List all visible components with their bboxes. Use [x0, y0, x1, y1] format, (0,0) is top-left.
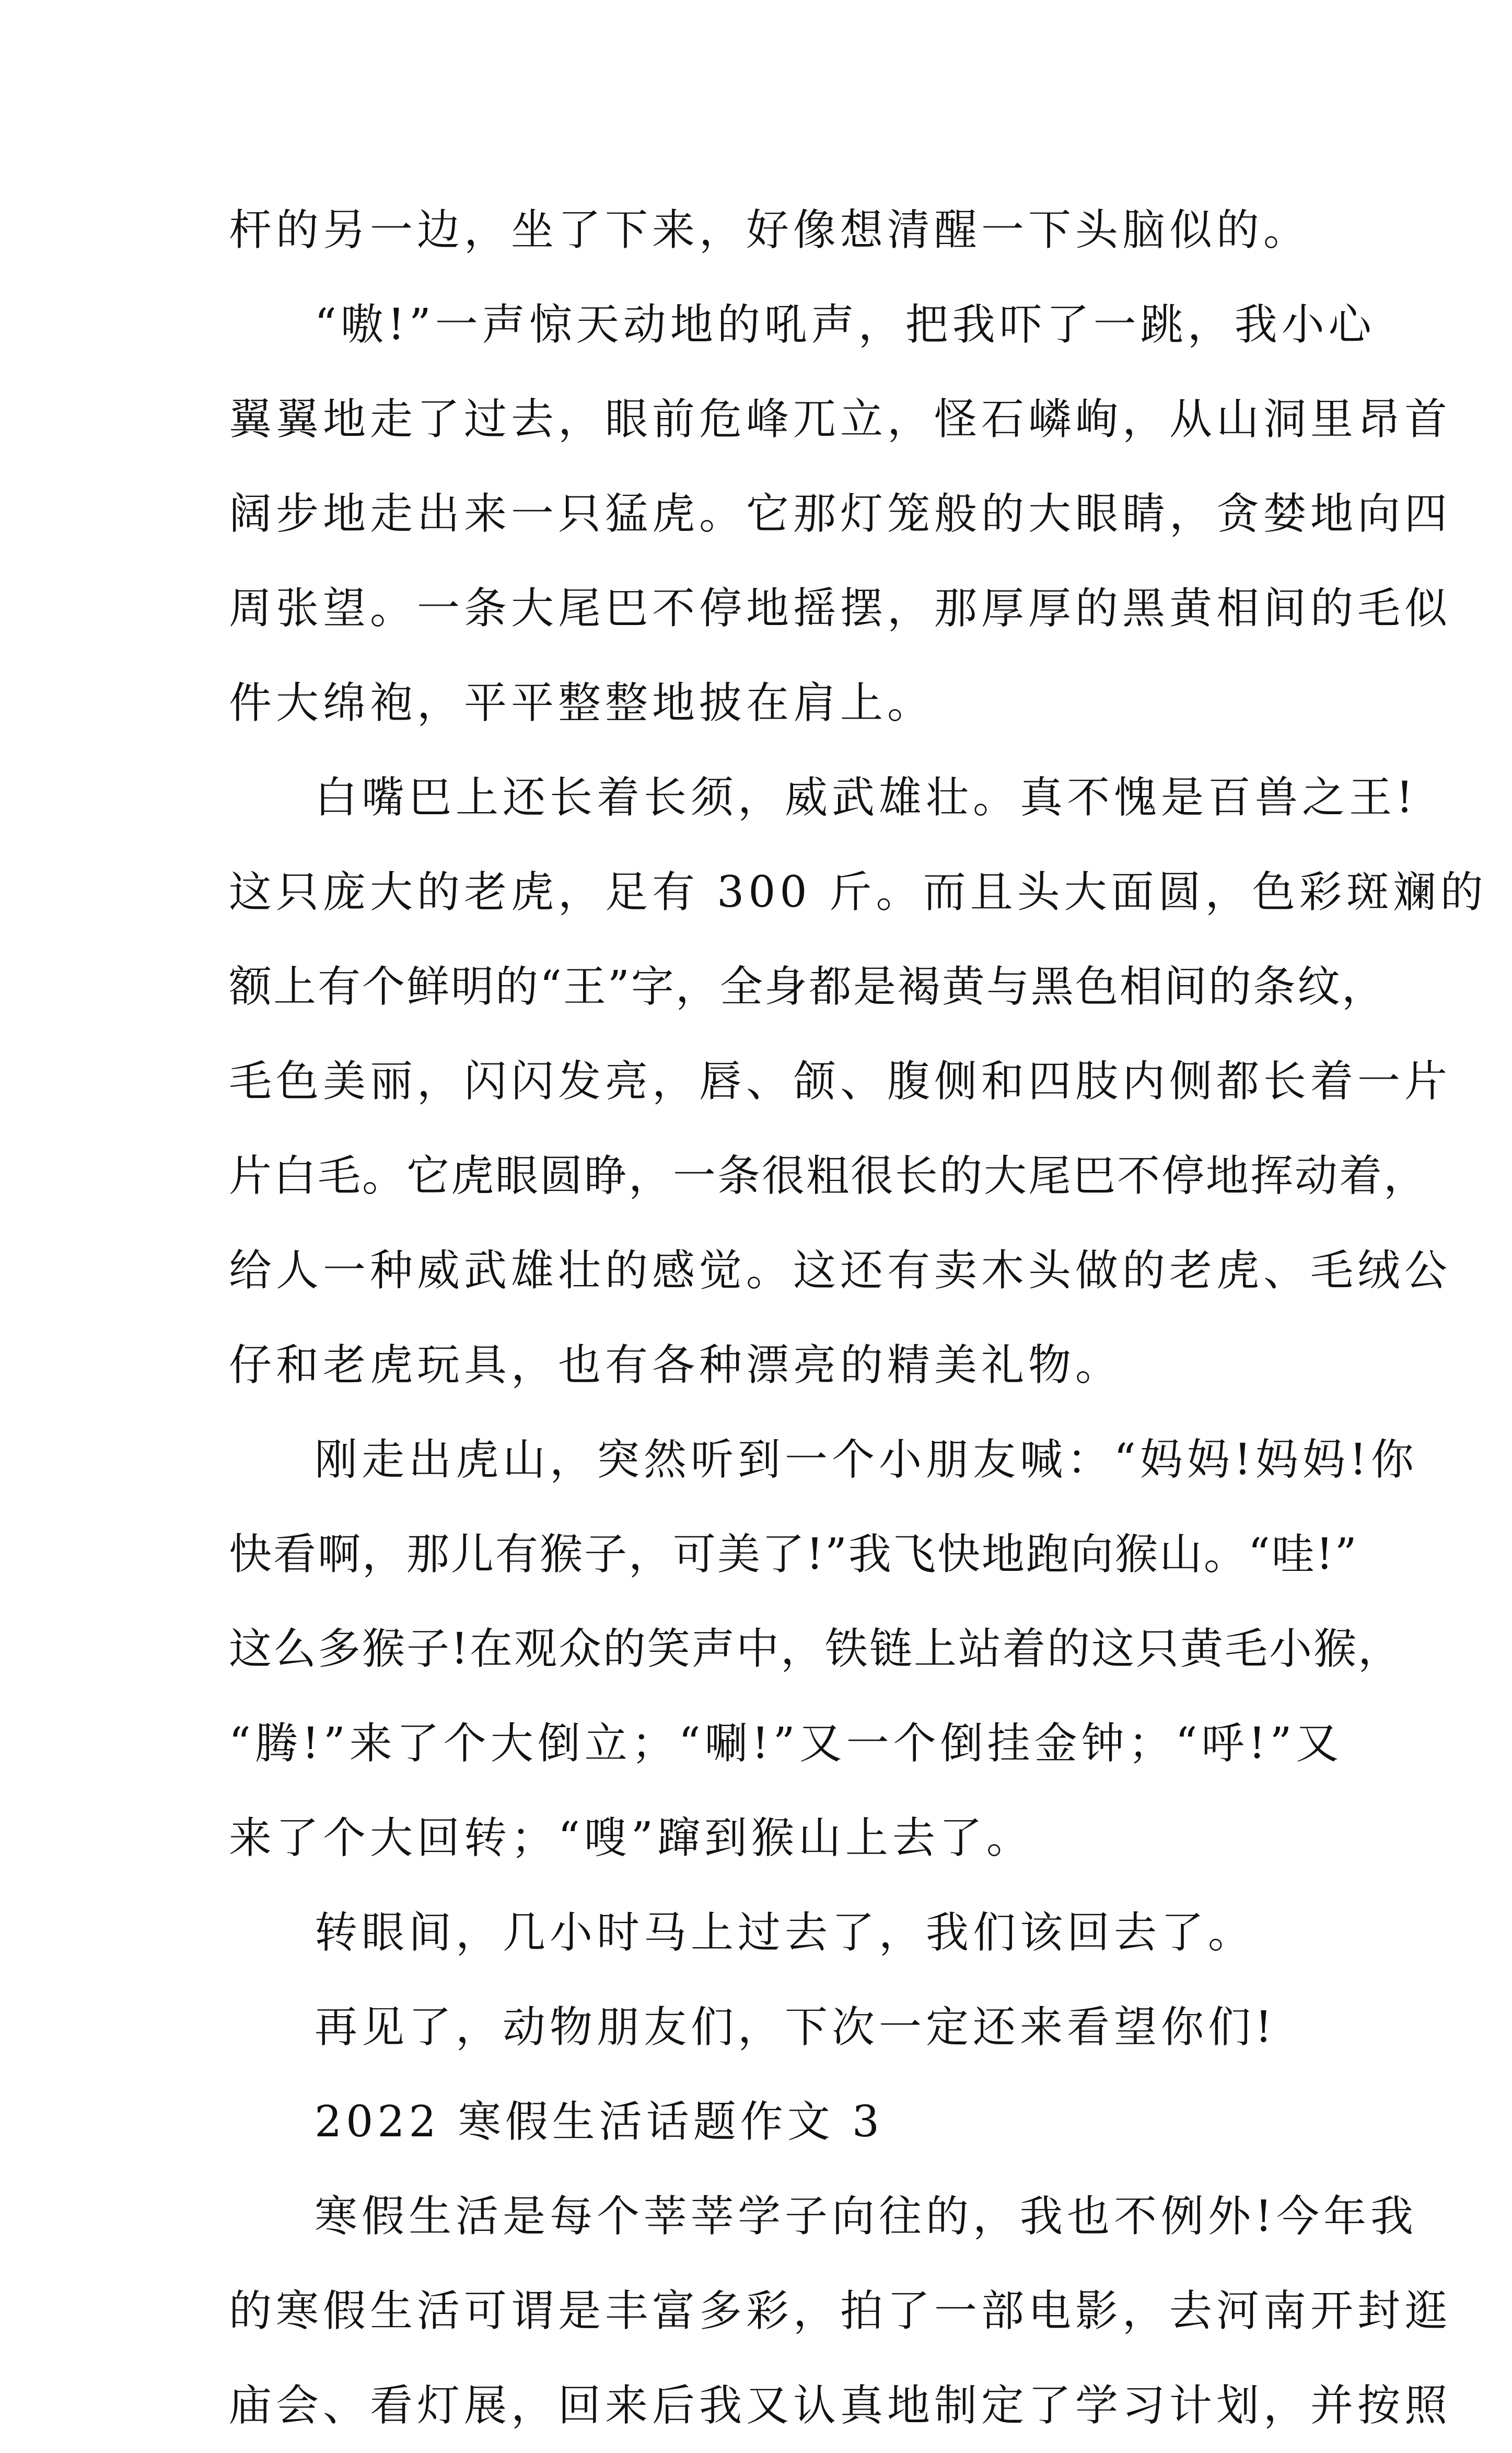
paragraph-start-line: 刚走出虎山，突然听到一个小朋友喊：“妈妈!妈妈!你 [315, 1435, 1418, 1485]
paragraph-start-line: 白嘴巴上还长着长须，威武雄壮。真不愧是百兽之王! [315, 773, 1417, 823]
text-line: 周张望。一条大尾巴不停地摇摆，那厚厚的黑黄相间的毛似 [229, 584, 1452, 633]
text-line: 来了个大回转；“嗖”蹿到猴山上去了。 [229, 1813, 1033, 1863]
text-line: 仔和老虎玩具，也有各种漂亮的精美礼物。 [229, 1340, 1123, 1390]
text-line: 快看啊，那儿有猴子，可美了!”我飞快地跑向猴山。“哇!” [229, 1530, 1358, 1579]
text-line: 杆的另一边，坐了下来，好像想清醒一下头脑似的。 [229, 205, 1311, 255]
text-line: 阔步地走出来一只猛虎。它那灯笼般的大眼睛，贪婪地向四 [229, 489, 1452, 539]
paragraph-start-line: 寒假生活是每个莘莘学子向往的，我也不例外!今年我 [315, 2192, 1417, 2241]
text-line: 毛色美丽，闪闪发亮，唇、颌、腹侧和四肢内侧都长着一片 [229, 1057, 1452, 1106]
document-body [229, 183, 1487, 2453]
text-line: 庙会、看灯展，回来后我又认真地制定了学习计划，并按照 [229, 2381, 1452, 2431]
text-line: 翼翼地走了过去，眼前危峰兀立，怪石嶙峋，从山洞里昂首 [229, 395, 1452, 444]
paragraph-start-line: 再见了，动物朋友们，下次一定还来看望你们! [315, 2003, 1276, 2052]
section-heading: 2022 寒假生活话题作文 3 [315, 2097, 883, 2147]
text-line: 这只庞大的老虎，足有 300 斤。而且头大面圆，色彩斑斓的 [229, 867, 1487, 917]
paragraph-start-line: 转眼间，几小时马上过去了，我们该回去了。 [315, 1908, 1255, 1958]
text-line: 给人一种威武雄壮的感觉。这还有卖木头做的老虎、毛绒公 [229, 1246, 1452, 1295]
text-line: 这么多猴子!在观众的笑声中，铁链上站着的这只黄毛小猴， [229, 1624, 1402, 1674]
text-line: 件大绵袍，平平整整地披在肩上。 [229, 678, 935, 728]
paragraph-start-line: “嗷!”一声惊天动地的吼声，把我吓了一跳，我小心 [315, 300, 1376, 350]
text-line: “腾!”来了个大倒立；“唰!”又一个倒挂金钟；“呼!”又 [229, 1719, 1343, 1768]
text-line: 额上有个鲜明的“王”字，全身都是褐黄与黑色相间的条纹， [229, 962, 1386, 1012]
text-line: 的寒假生活可谓是丰富多彩，拍了一部电影，去河南开封逛 [229, 2286, 1452, 2336]
text-line: 片白毛。它虎眼圆睁，一条很粗很长的大尾巴不停地挥动着， [229, 1151, 1428, 1201]
